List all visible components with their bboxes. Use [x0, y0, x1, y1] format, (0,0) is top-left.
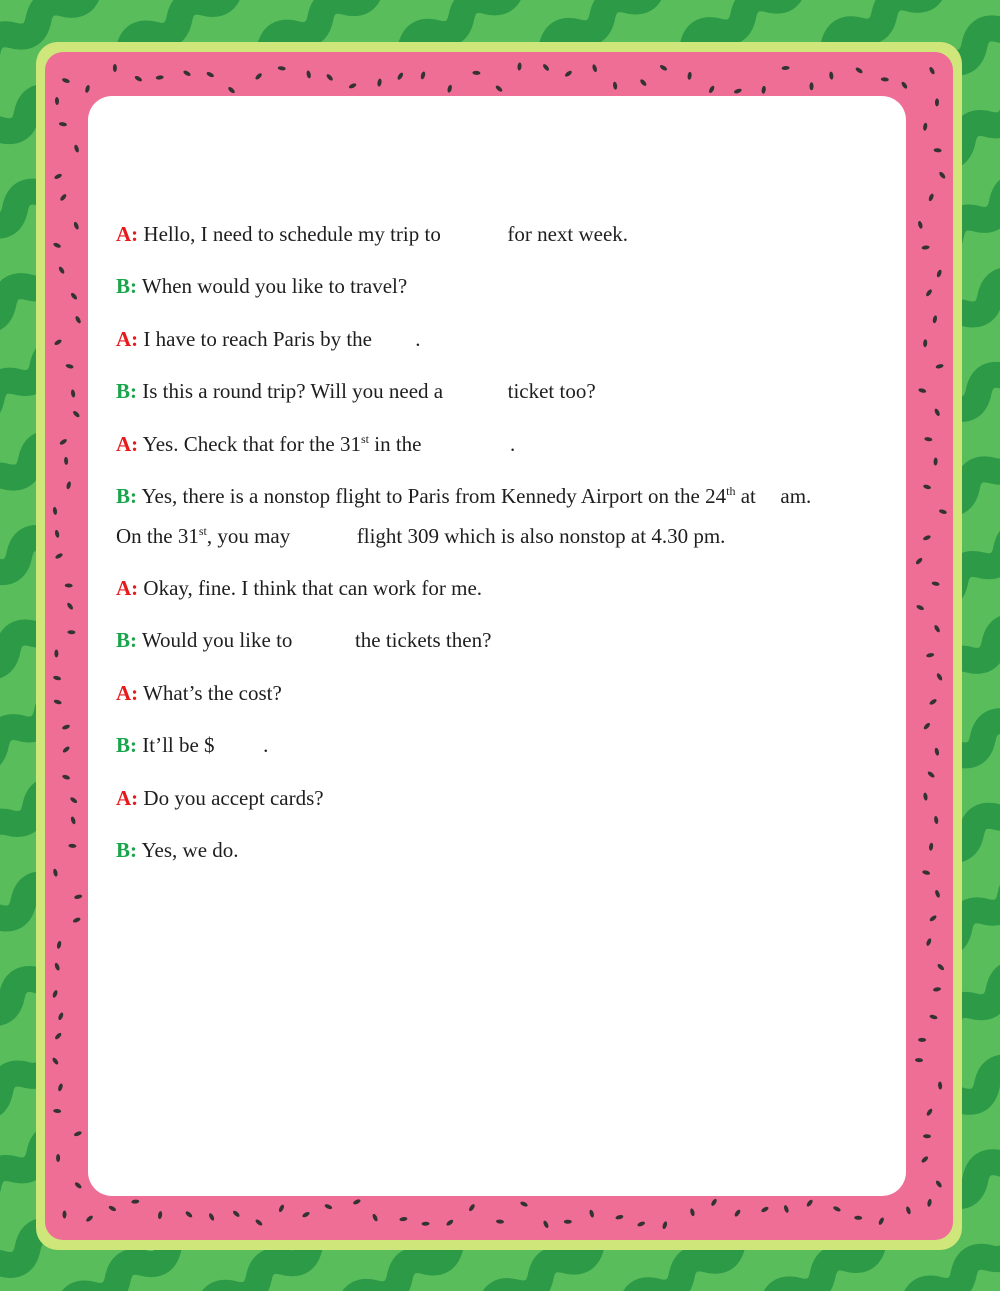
seed-dot — [938, 171, 946, 180]
seed-dot — [157, 1211, 162, 1220]
seed-dot — [277, 66, 285, 71]
speaker-label: B: — [116, 628, 137, 652]
seed-dot — [921, 245, 929, 250]
seed-dot — [54, 529, 60, 538]
seed-dot — [923, 339, 928, 347]
seed-dot — [710, 1198, 718, 1207]
seed-dot — [916, 604, 925, 611]
seed-dot — [183, 70, 192, 77]
seed-dot — [66, 602, 74, 611]
seed-dot — [933, 457, 937, 465]
seed-dot — [905, 1206, 911, 1215]
seed-dot — [59, 122, 68, 127]
seed-dot — [59, 438, 68, 446]
seed-dot — [52, 989, 59, 998]
seed-dot — [72, 410, 81, 418]
seed-dot — [254, 72, 263, 80]
seed-dot — [854, 1216, 862, 1220]
seed-dot — [348, 82, 357, 89]
seed-dot — [922, 534, 931, 541]
speaker-label: A: — [116, 222, 139, 246]
seed-dot — [938, 1081, 943, 1089]
dialogue-line-6: B: Yes, there is a nonstop flight to Paris from Kennedy Airport on the 24th at am. — [116, 484, 812, 508]
seed-dot — [70, 292, 78, 301]
seed-dot — [85, 1214, 94, 1222]
seed-dot — [54, 962, 61, 971]
seed-dot — [52, 507, 57, 515]
seed-dot — [53, 699, 62, 705]
dialogue-line-2: B: When would you like to travel? — [116, 274, 408, 298]
seed-dot — [934, 747, 940, 756]
answer-blank-4[interactable] — [427, 436, 505, 456]
speaker-label: A: — [116, 327, 139, 351]
seed-dot — [933, 148, 941, 153]
seed-dot — [62, 724, 71, 730]
seed-dot — [232, 1210, 241, 1218]
seed-dot — [51, 1057, 59, 1066]
seed-dot — [113, 64, 117, 72]
seed-dot — [206, 71, 215, 78]
seed-dot — [928, 193, 935, 202]
seed-dot — [925, 288, 933, 297]
seed-dot — [422, 1222, 430, 1226]
seed-dot — [935, 1180, 943, 1189]
dialogue-line-10: B: It’ll be $ . — [116, 733, 269, 757]
speaker-label: A: — [116, 432, 139, 456]
seed-dot — [73, 221, 80, 230]
seed-dot — [915, 557, 923, 565]
dialogue-line-11: A: Do you accept cards? — [116, 786, 324, 810]
dialogue-line-3: A: I have to reach Paris by the . — [116, 327, 421, 351]
seed-dot — [935, 98, 939, 106]
seed-dot — [936, 963, 945, 971]
seed-dot — [612, 81, 617, 90]
seed-dot — [208, 1212, 215, 1221]
seed-dot — [64, 457, 69, 465]
dialogue-line-12: B: Yes, we do. — [116, 838, 239, 862]
seed-dot — [589, 1209, 595, 1218]
answer-blank-8[interactable] — [220, 737, 258, 757]
seed-dot — [155, 75, 163, 80]
seed-dot — [468, 1203, 476, 1212]
seed-dot — [689, 1208, 695, 1217]
answer-blank-6[interactable] — [296, 528, 352, 548]
seed-dot — [255, 1218, 264, 1226]
seed-dot — [472, 71, 480, 76]
dialogue-line-9: A: What’s the cost? — [116, 681, 282, 705]
answer-blank-5[interactable] — [761, 488, 775, 508]
seed-dot — [934, 816, 939, 825]
seed-dot — [59, 193, 67, 202]
seed-dot — [542, 63, 550, 72]
seed-dot — [278, 1204, 285, 1213]
seed-dot — [134, 75, 143, 83]
seed-dot — [929, 914, 938, 922]
speaker-label: B: — [116, 733, 137, 757]
seed-dot — [917, 220, 923, 229]
seed-dot — [829, 71, 834, 79]
seed-dot — [920, 1155, 929, 1163]
seed-dot — [639, 78, 647, 87]
seed-dot — [923, 722, 931, 731]
seed-dot — [399, 1217, 407, 1222]
seed-dot — [923, 122, 928, 131]
seed-dot — [55, 552, 64, 559]
answer-blank-7[interactable] — [298, 632, 350, 652]
speaker-label: B: — [116, 484, 137, 508]
seed-dot — [929, 698, 938, 706]
dialogue-line-8: B: Would you like to the tickets then? — [116, 628, 492, 652]
seed-dot — [934, 889, 941, 898]
dialogue-line-5: A: Yes. Check that for the 31st in the . — [116, 432, 516, 456]
seed-dot — [65, 583, 73, 587]
seed-dot — [542, 1220, 549, 1229]
seed-dot — [933, 987, 942, 992]
seed-dot — [918, 1038, 926, 1042]
seed-dot — [54, 338, 63, 346]
seed-dot — [932, 315, 938, 324]
seed-dot — [495, 84, 504, 92]
seed-dot — [68, 844, 76, 849]
dialogue-line-6-continued: On the 31st, you may flight 309 which is also nonstop at 4.30 pm. — [116, 524, 726, 548]
seed-dot — [926, 1108, 934, 1117]
seed-dot — [564, 70, 573, 78]
seed-dot — [929, 1014, 938, 1020]
seed-dot — [520, 1201, 529, 1208]
seed-dot — [925, 938, 932, 947]
seed-dot — [927, 1198, 933, 1207]
seed-dot — [70, 389, 75, 398]
seed-dot — [687, 72, 692, 80]
seed-dot — [62, 745, 71, 753]
answer-blank-1[interactable] — [446, 226, 502, 246]
seed-dot — [733, 88, 742, 95]
seed-dot — [935, 363, 944, 369]
dialogue-line-1: A: Hello, I need to schedule my trip to for next week. — [116, 222, 629, 246]
seed-dot — [662, 1221, 668, 1230]
seed-dot — [61, 77, 70, 83]
seed-dot — [185, 1210, 194, 1218]
seed-dot — [53, 242, 62, 249]
seed-dot — [54, 1032, 62, 1041]
seed-dot — [57, 1083, 63, 1092]
seed-dot — [926, 652, 935, 657]
seed-dot — [881, 77, 889, 82]
seed-dot — [302, 1211, 311, 1218]
seed-dot — [938, 509, 947, 515]
seed-dot — [929, 842, 934, 850]
speaker-label: A: — [116, 576, 139, 600]
seed-dot — [54, 649, 58, 657]
seed-dot — [783, 1205, 789, 1214]
seed-dot — [73, 1130, 82, 1137]
seed-dot — [445, 1219, 454, 1227]
seed-dot — [84, 85, 90, 94]
speaker-label: B: — [116, 379, 137, 403]
seed-dot — [326, 73, 334, 82]
seed-dot — [306, 70, 312, 79]
seed-dot — [924, 437, 933, 442]
seed-dot — [372, 1213, 379, 1222]
seed-dot — [936, 269, 943, 278]
seed-dot — [931, 581, 940, 586]
seed-dot — [65, 363, 74, 369]
seed-dot — [420, 71, 426, 80]
speaker-label: B: — [116, 274, 137, 298]
seed-dot — [923, 792, 928, 801]
seed-dot — [637, 1221, 646, 1228]
seed-dot — [933, 624, 941, 633]
seed-dot — [73, 144, 79, 153]
seed-dot — [564, 1220, 572, 1224]
seed-dot — [855, 66, 864, 74]
seed-dot — [928, 66, 935, 75]
seed-dot — [69, 796, 78, 804]
seed-dot — [915, 1058, 923, 1063]
seed-dot — [900, 81, 908, 90]
seed-dot — [67, 630, 75, 634]
seed-dot — [927, 770, 936, 778]
seed-dot — [74, 894, 83, 900]
seed-dot — [56, 940, 62, 949]
seed-dot — [496, 1219, 504, 1224]
seed-dot — [918, 388, 927, 394]
seed-dot — [517, 62, 522, 70]
seed-dot — [227, 86, 236, 94]
seed-dot — [832, 1205, 841, 1212]
seed-dot — [74, 1181, 83, 1189]
seed-dot — [352, 1198, 361, 1205]
speaker-label: A: — [116, 786, 139, 810]
seed-dot — [131, 1199, 139, 1204]
seed-dot — [54, 173, 63, 180]
seed-dot — [66, 481, 72, 490]
answer-blank-3[interactable] — [448, 383, 502, 403]
seed-dot — [878, 1217, 885, 1226]
seed-dot — [53, 1109, 61, 1114]
seed-dot — [806, 1199, 814, 1208]
seed-dot — [923, 484, 932, 490]
seed-dot — [592, 64, 598, 73]
speaker-label: B: — [116, 838, 137, 862]
seed-dot — [58, 266, 66, 275]
seed-dot — [615, 1214, 624, 1220]
seed-dot — [55, 97, 59, 105]
seed-dot — [53, 868, 59, 877]
seed-dot — [57, 1012, 64, 1021]
seed-dot — [923, 1134, 931, 1138]
seed-dot — [781, 66, 789, 71]
seed-dot — [108, 1205, 117, 1212]
seed-dot — [708, 85, 715, 94]
dialogue-line-7: A: Okay, fine. I think that can work for me. — [116, 576, 483, 600]
dialogue-line-4: B: Is this a round trip? Will you need a ticket too? — [116, 379, 596, 403]
seed-dot — [810, 82, 814, 90]
seed-dot — [760, 1206, 769, 1214]
seed-dot — [936, 672, 944, 681]
seed-dot — [56, 1154, 60, 1162]
seed-dot — [734, 1209, 742, 1218]
seed-dot — [447, 84, 453, 93]
seed-dot — [62, 1210, 66, 1218]
seed-dot — [761, 86, 766, 94]
speaker-label: A: — [116, 681, 139, 705]
seed-dot — [74, 315, 81, 324]
seed-dot — [396, 72, 404, 81]
seed-dot — [53, 675, 62, 681]
seed-dot — [324, 1203, 333, 1210]
seed-dot — [377, 78, 382, 87]
seed-dot — [922, 870, 931, 876]
seed-dot — [62, 774, 71, 780]
seed-dot — [659, 64, 668, 72]
seed-dot — [934, 408, 941, 417]
seed-dot — [70, 816, 76, 825]
seed-dot — [72, 917, 81, 924]
answer-blank-2[interactable] — [377, 331, 415, 351]
